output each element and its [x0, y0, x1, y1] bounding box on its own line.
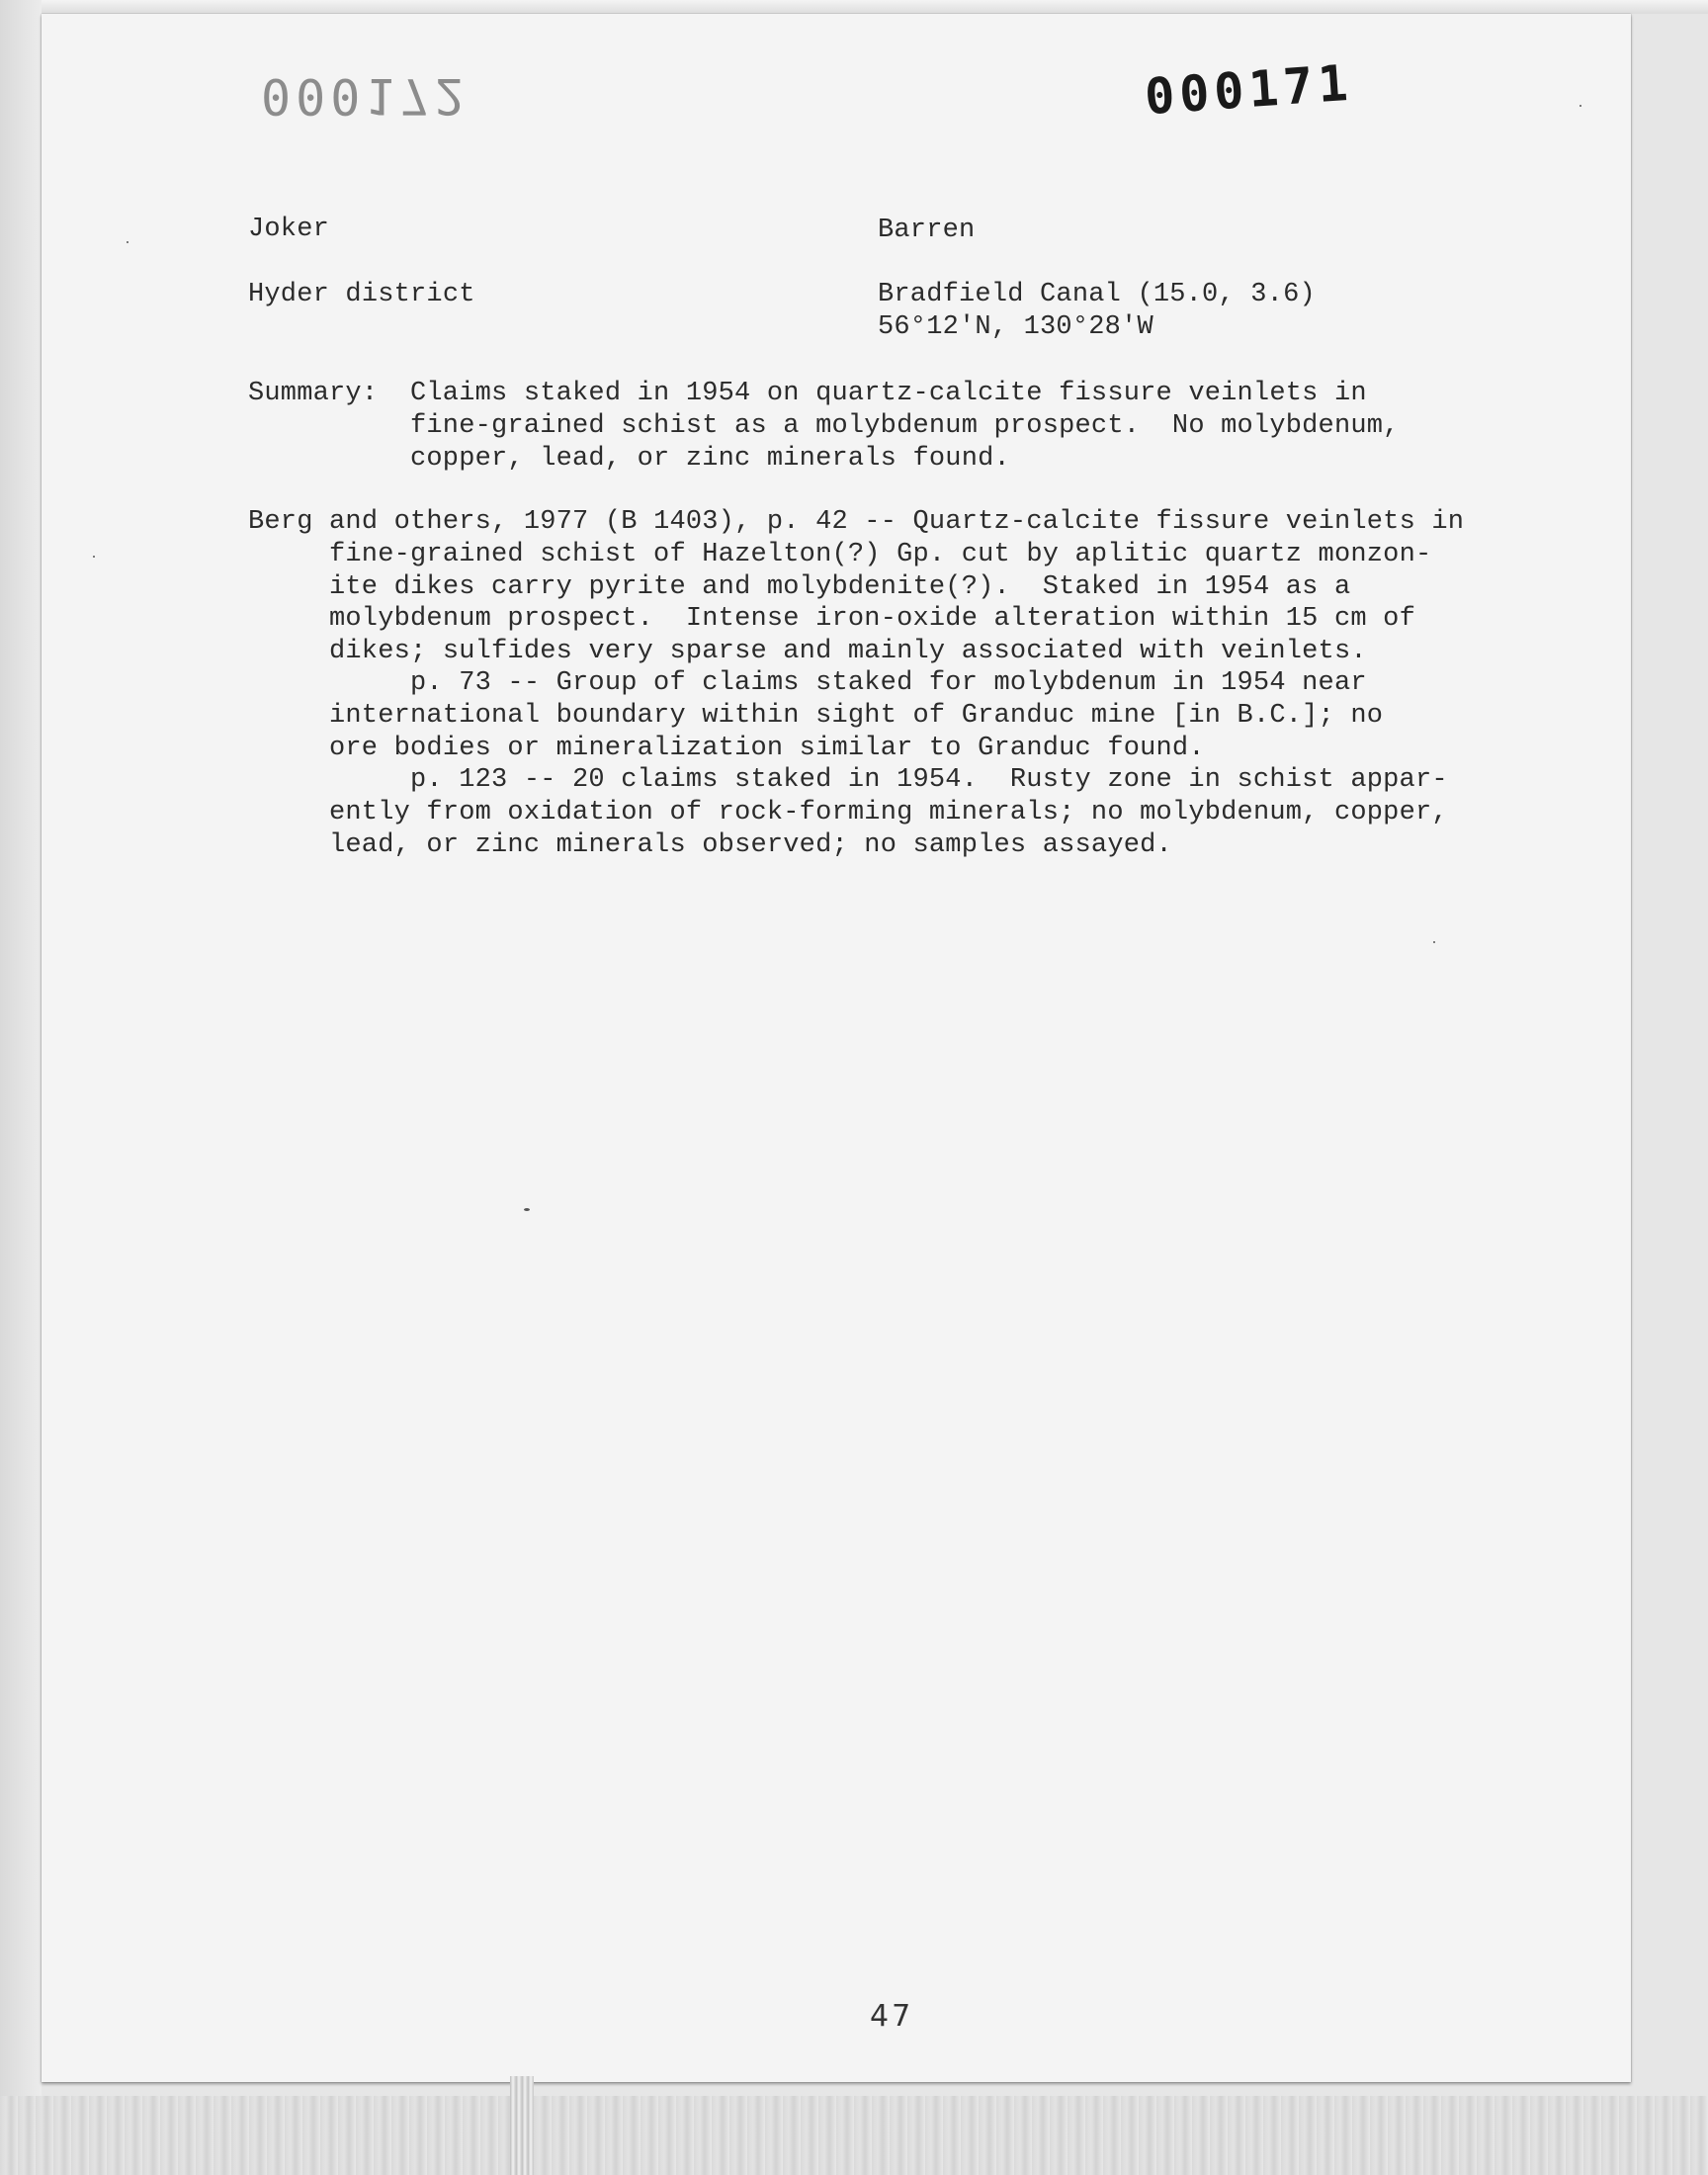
reference-line: international boundary within sight of Granduc mine [in B.C.]; no	[329, 701, 1384, 731]
district: Hyder district	[248, 280, 475, 309]
scan-speck	[1433, 941, 1435, 943]
reference-line: ore bodies or mineralization similar to Granduc found.	[329, 734, 1205, 763]
reference-line: Berg and others, 1977 (B 1403), p. 42 -- Quartz-calcite fissure veinlets in	[248, 507, 1465, 537]
document-number-stamp: 000171	[1143, 53, 1355, 127]
bleed-through-stamp: 000172	[261, 67, 470, 125]
reference-line: p. 123 -- 20 claims staked in 1954. Rusty zone in schist appar-	[410, 765, 1448, 795]
summary-line: copper, lead, or zinc minerals found.	[410, 444, 1010, 474]
reference-line: ently from oxidation of rock-forming minerals; no molybdenum, copper,	[329, 798, 1448, 827]
scan-speck	[127, 241, 128, 243]
reference-line: ite dikes carry pyrite and molybdenite(?). Staked in 1954 as a	[329, 572, 1351, 602]
scan-speck	[93, 556, 95, 558]
scan-edge-top	[0, 0, 1708, 14]
prospect-name: Joker	[248, 215, 330, 244]
reference-line: molybdenum prospect. Intense iron-oxide alteration within 15 cm of	[329, 604, 1415, 634]
reference-line: p. 73 -- Group of claims staked for molybdenum in 1954 near	[410, 668, 1367, 698]
summary-label: Summary:	[248, 379, 379, 408]
scan-fold-line	[510, 2076, 534, 2175]
prospect-status: Barren	[878, 216, 976, 245]
scan-speck	[524, 1208, 530, 1211]
quadrangle: Bradfield Canal (15.0, 3.6)	[878, 280, 1316, 309]
reference-line: fine-grained schist of Hazelton(?) Gp. cut by aplitic quartz monzon-	[329, 540, 1432, 569]
coordinates: 56°12'N, 130°28'W	[878, 312, 1153, 342]
summary-line: Claims staked in 1954 on quartz-calcite fissure veinlets in	[410, 379, 1367, 408]
document-page	[42, 14, 1631, 2082]
scan-edge-left	[0, 0, 42, 2175]
summary-line: fine-grained schist as a molybdenum prospect. No molybdenum,	[410, 411, 1400, 441]
scan-speck	[1580, 105, 1581, 107]
page-number: 47	[870, 1999, 914, 2034]
reference-line: lead, or zinc minerals observed; no samples assayed.	[329, 830, 1172, 860]
scan-edge-bottom	[0, 2096, 1708, 2175]
reference-line: dikes; sulfides very sparse and mainly associated with veinlets.	[329, 637, 1367, 666]
